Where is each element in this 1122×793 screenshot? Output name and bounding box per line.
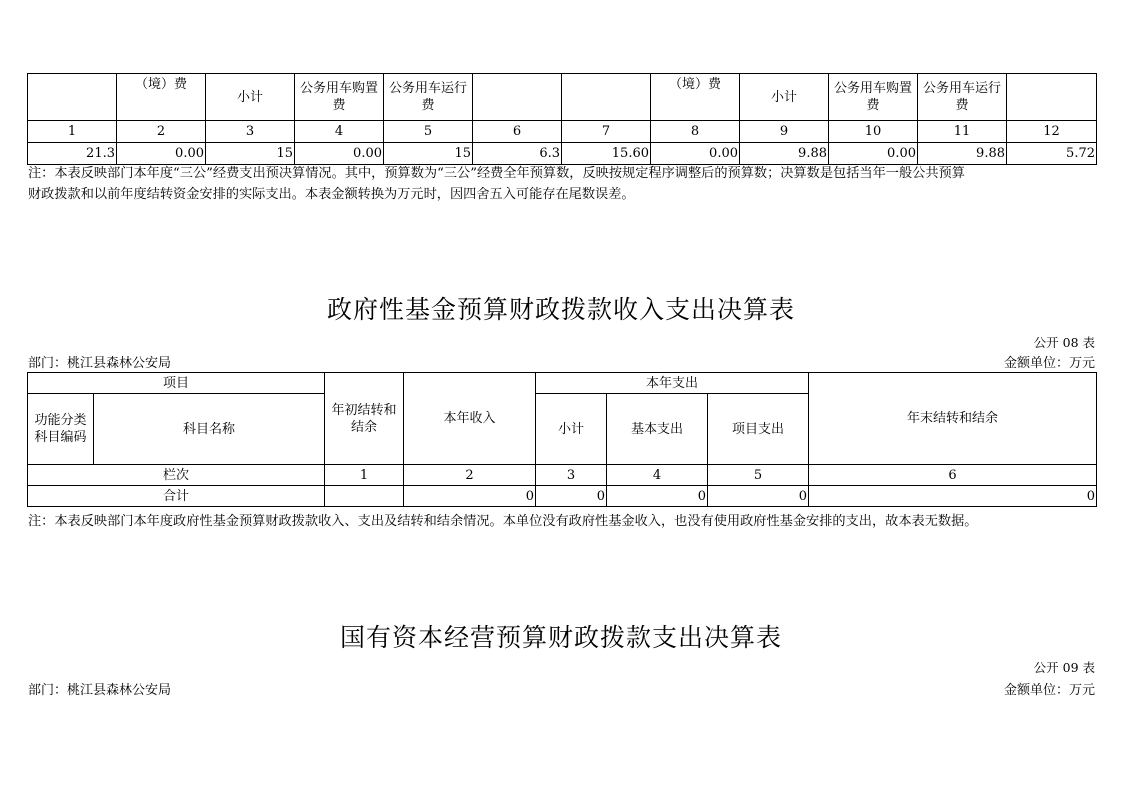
value-cell: 0.00 xyxy=(651,143,740,165)
header-cell: 公务用车运行费 xyxy=(918,74,1007,121)
header-project: 项目 xyxy=(28,373,325,394)
total-cell: 0 xyxy=(607,486,708,507)
index-cell: 5 xyxy=(708,465,809,486)
state-capital-title: 国有资本经营预算财政拨款支出决算表 xyxy=(339,623,782,652)
index-cell: 3 xyxy=(536,465,607,486)
value-cell: 0.00 xyxy=(117,143,206,165)
form-number: 公开 08 表 xyxy=(1033,335,1095,350)
value-cell: 5.72 xyxy=(1007,143,1097,165)
header-cell: （境）费 xyxy=(117,74,206,121)
index-cell: 4 xyxy=(607,465,708,486)
index-cell: 2 xyxy=(117,121,206,143)
value-cell: 15 xyxy=(384,143,473,165)
index-cell: 5 xyxy=(384,121,473,143)
value-cell: 6.3 xyxy=(473,143,562,165)
header-cell: 公务用车运行费 xyxy=(384,74,473,121)
header-cell: 小计 xyxy=(206,74,295,121)
gov-fund-title: 政府性基金预算财政拨款收入支出决算表 xyxy=(326,295,795,324)
total-row xyxy=(28,486,1097,507)
sangong-note-line-2: 财政拨款和以前年度结转资金安排的实际支出。本表金额转换为万元时，因四舍五入可能存在尾数误差。 xyxy=(28,187,635,202)
value-cell: 0.00 xyxy=(829,143,918,165)
header-begin-balance: 年初结转和结余 xyxy=(325,373,404,465)
value-cell: 21.3 xyxy=(28,143,117,165)
header-cell: 公务用车购置费 xyxy=(295,74,384,121)
header-subtotal: 小计 xyxy=(536,394,607,465)
header-cell xyxy=(28,74,117,121)
index-cell: 1 xyxy=(28,121,117,143)
department-label: 部门：桃江县森林公安局 xyxy=(28,356,172,371)
table-header-row xyxy=(28,74,1097,121)
index-cell: 10 xyxy=(829,121,918,143)
department-label: 部门：桃江县森林公安局 xyxy=(28,683,172,698)
header-cell xyxy=(473,74,562,121)
index-cell: 7 xyxy=(562,121,651,143)
header-expense: 本年支出 xyxy=(536,373,809,394)
value-cell: 0.00 xyxy=(295,143,384,165)
header-project-exp: 项目支出 xyxy=(708,394,809,465)
sangong-table-continuation xyxy=(27,73,1097,165)
unit-label: 金额单位：万元 xyxy=(1003,356,1095,371)
header-basic: 基本支出 xyxy=(607,394,708,465)
index-cell: 2 xyxy=(404,465,536,486)
index-row xyxy=(28,121,1097,143)
index-cell: 12 xyxy=(1007,121,1097,143)
table-header-row xyxy=(28,373,1097,394)
index-cell: 6 xyxy=(473,121,562,143)
index-cell: 1 xyxy=(325,465,404,486)
total-cell: 0 xyxy=(809,486,1097,507)
value-cell: 15 xyxy=(206,143,295,165)
header-subject-name: 科目名称 xyxy=(94,394,325,465)
header-cell xyxy=(1007,74,1097,121)
header-cell: 公务用车购置费 xyxy=(829,74,918,121)
index-cell: 9 xyxy=(740,121,829,143)
total-label: 合计 xyxy=(28,486,325,507)
index-cell: 3 xyxy=(206,121,295,143)
header-func-code: 功能分类科目编码 xyxy=(28,394,94,465)
header-end-balance: 年末结转和结余 xyxy=(809,373,1097,465)
value-cell: 9.88 xyxy=(918,143,1007,165)
total-cell xyxy=(325,486,404,507)
index-cell: 8 xyxy=(651,121,740,143)
total-cell: 0 xyxy=(536,486,607,507)
total-cell: 0 xyxy=(708,486,809,507)
index-row xyxy=(28,465,1097,486)
gov-fund-table xyxy=(27,372,1097,507)
header-cell xyxy=(562,74,651,121)
value-cell: 15.60 xyxy=(562,143,651,165)
unit-label: 金额单位：万元 xyxy=(1003,683,1095,698)
index-label: 栏次 xyxy=(28,465,325,486)
value-cell: 9.88 xyxy=(740,143,829,165)
index-cell: 11 xyxy=(918,121,1007,143)
index-cell: 4 xyxy=(295,121,384,143)
index-cell: 6 xyxy=(809,465,1097,486)
total-cell: 0 xyxy=(404,486,536,507)
sangong-note-line-1: 注：本表反映部门本年度“三公”经费支出预决算情况。其中，预算数为“三公”经费全年预算数，反映按规定程序调整后的预算数；决算数是包括当年一般公共预算 xyxy=(28,166,965,181)
header-income: 本年收入 xyxy=(404,373,536,465)
value-row xyxy=(28,143,1097,165)
form-number: 公开 09 表 xyxy=(1033,660,1095,675)
header-cell: （境）费 xyxy=(651,74,740,121)
gov-fund-note: 注：本表反映部门本年度政府性基金预算财政拨款收入、支出及结转和结余情况。本单位没有政府性基金收入，也没有使用政府性基金安排的支出，故本表无数据。 xyxy=(28,514,978,529)
header-cell: 小计 xyxy=(740,74,829,121)
